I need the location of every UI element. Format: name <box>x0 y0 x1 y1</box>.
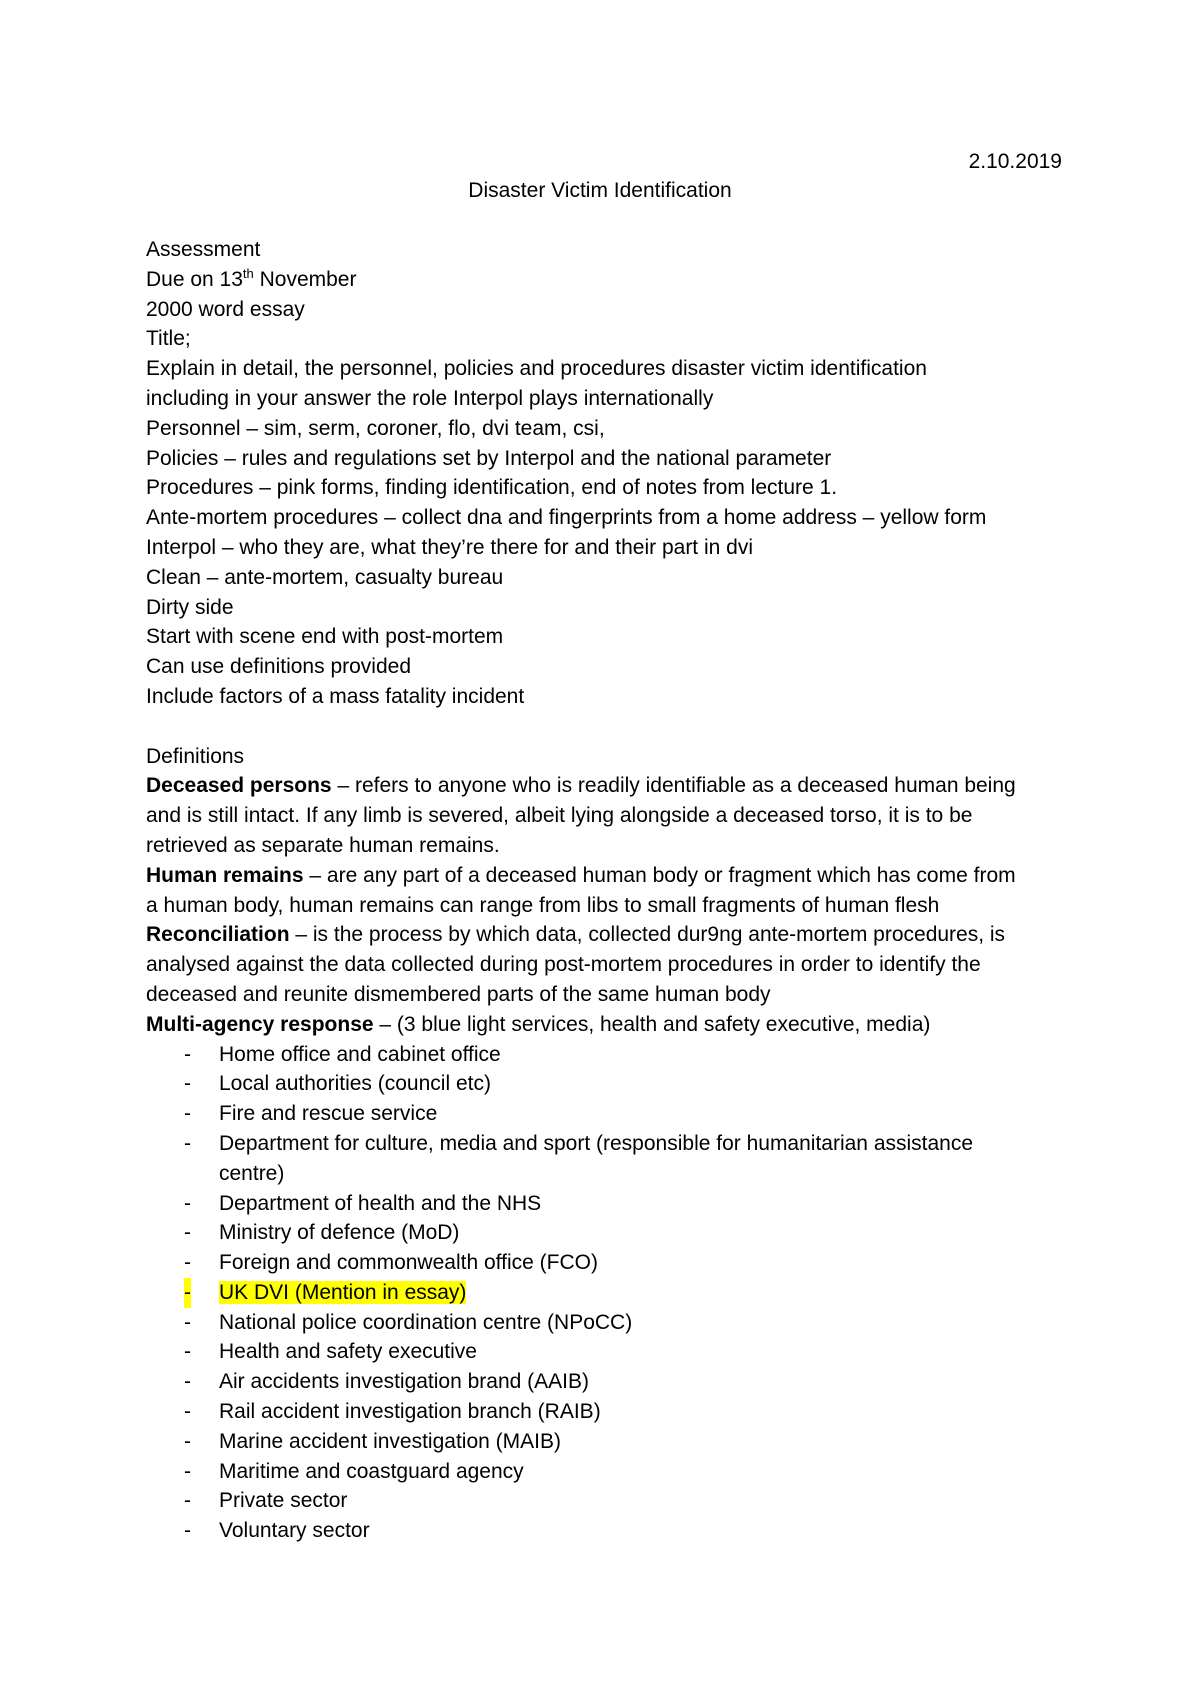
term-multi-agency-response: Multi-agency response <box>146 1012 374 1036</box>
document-title: Disaster Victim Identification <box>468 179 732 202</box>
essay-length: 2000 word essay <box>146 297 305 321</box>
title-label: Title; <box>146 327 191 351</box>
term-reconciliation: Reconciliation <box>146 923 290 947</box>
definition-line: a human body, human remains can range from libs to small fragments of human flesh <box>146 893 940 917</box>
highlighted-text: UK DVI (Mention in essay) <box>219 1280 467 1304</box>
definition-human-remains: Human remains – are any part of a deceased human body or fragment which has come from <box>146 863 1016 887</box>
note-line: Procedures – pink forms, finding identification, end of notes from lecture 1. <box>146 476 838 500</box>
list-item: - Air accidents investigation brand (AAIB) <box>184 1370 590 1394</box>
note-line: Interpol – who they are, what they’re there for and their part in dvi <box>146 535 754 559</box>
list-item: - Voluntary sector <box>184 1519 370 1543</box>
note-line: Start with scene end with post-mortem <box>146 625 504 649</box>
essay-question-line: including in your answer the role Interpol plays internationally <box>146 386 714 410</box>
agency-list <box>146 1040 1066 1547</box>
list-item-highlighted <box>146 1278 1066 1308</box>
list-item: - Department of health and the NHS <box>184 1191 542 1215</box>
definition-reconciliation: Reconciliation – is the process by which data, collected dur9ng ante-mortem procedures, is <box>146 923 1006 947</box>
term-human-remains: Human remains <box>146 863 304 887</box>
definition-line: analysed against the data collected during post-mortem procedures in order to identify the <box>146 953 981 977</box>
note-line: Clean – ante-mortem, casualty bureau <box>146 565 504 589</box>
list-item: - Local authorities (council etc) <box>184 1072 491 1096</box>
list-item: - Fire and rescue service <box>184 1102 438 1126</box>
list-item: - Foreign and commonwealth office (FCO) <box>184 1251 598 1275</box>
list-item: - Marine accident investigation (MAIB) <box>184 1429 561 1453</box>
definition-line: and is still intact. If any limb is severed, albeit lying alongside a deceased torso, it is to be <box>146 804 973 828</box>
list-item: - Home office and cabinet office <box>184 1042 501 1066</box>
definition-line: retrieved as separate human remains. <box>146 833 500 857</box>
note-line: Personnel – sim, serm, coroner, flo, dvi team, csi, <box>146 416 605 440</box>
definition-line: deceased and reunite dismembered parts of the same human body <box>146 982 771 1006</box>
note-line: Ante-mortem procedures – collect dna and fingerprints from a home address – yellow form <box>146 506 987 530</box>
note-line: Dirty side <box>146 595 234 619</box>
term-deceased-persons: Deceased persons <box>146 774 332 798</box>
list-item: - Maritime and coastguard agency <box>184 1459 524 1483</box>
list-item: - Health and safety executive <box>184 1340 477 1364</box>
blank-line <box>146 712 1066 742</box>
list-item: - Ministry of defence (MoD) <box>184 1221 460 1245</box>
due-date-line: Due on 13th November <box>146 265 357 291</box>
document-body <box>146 235 1066 1546</box>
definition-deceased: Deceased persons – refers to anyone who is readily identifiable as a deceased human being <box>146 774 1016 798</box>
list-item: - Rail accident investigation branch (RAIB) <box>184 1400 601 1424</box>
essay-question-line: Explain in detail, the personnel, policies and procedures disaster victim identification <box>146 357 927 381</box>
definitions-heading: Definitions <box>146 744 245 768</box>
highlight-dash: - <box>184 1278 191 1308</box>
list-item: - National police coordination centre (NPoCC) <box>184 1310 633 1334</box>
assessment-heading: Assessment <box>146 238 261 261</box>
note-line: Include factors of a mass fatality incident <box>146 684 525 708</box>
document-date: 2.10.2019 <box>968 150 1062 173</box>
list-item: - Private sector <box>184 1489 348 1513</box>
note-line: Policies – rules and regulations set by Interpol and the national parameter <box>146 446 832 470</box>
definition-multi-agency: Multi-agency response – (3 blue light services, health and safety executive, media) <box>146 1012 931 1036</box>
note-line: Can use definitions provided <box>146 655 412 679</box>
list-item: - Department for culture, media and sport (responsible for humanitarian assistance centre) <box>184 1131 974 1185</box>
